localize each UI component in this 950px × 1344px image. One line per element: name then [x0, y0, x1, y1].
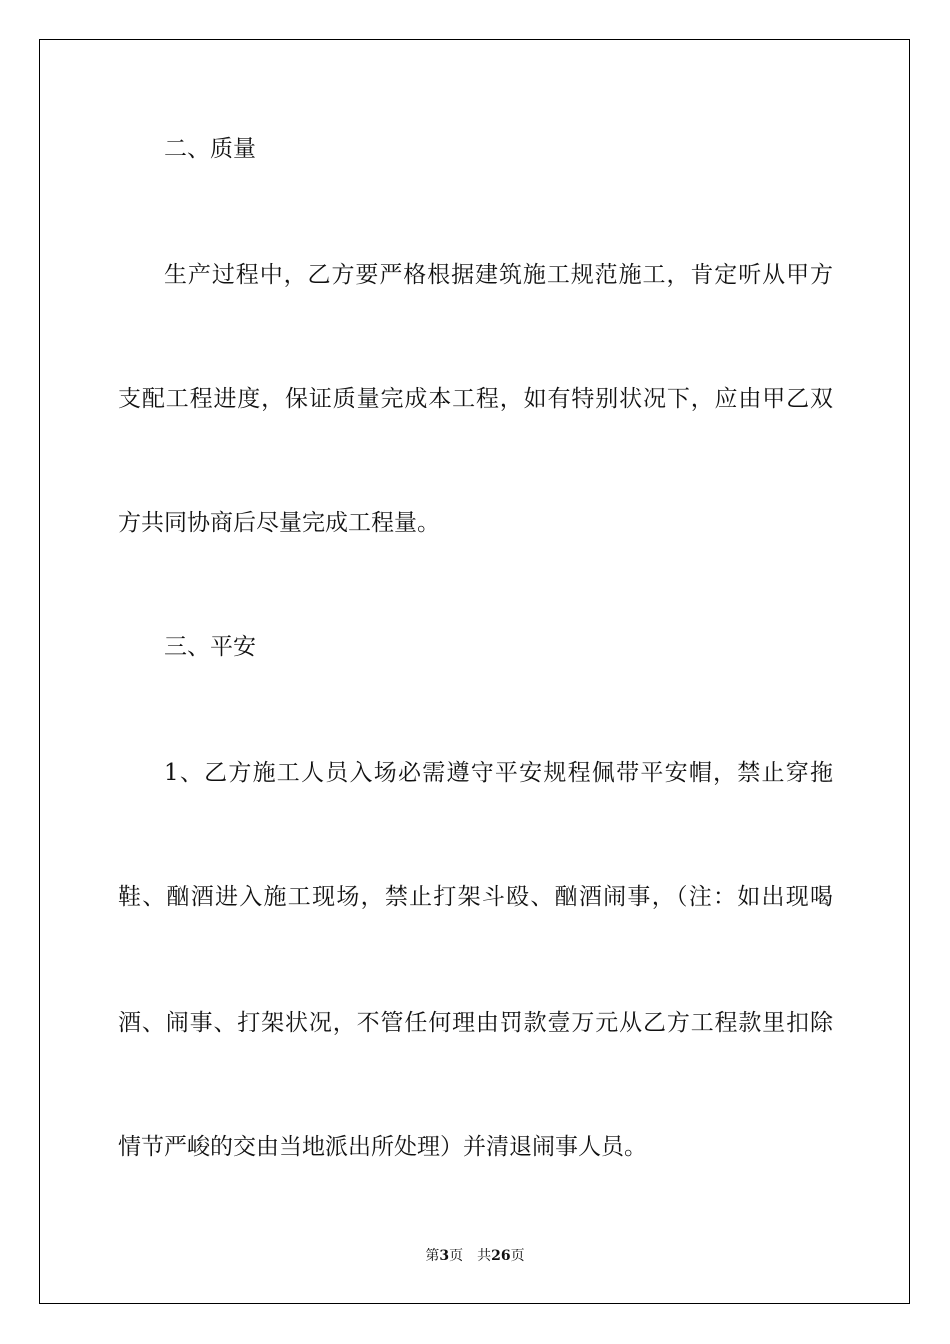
section-heading-safety: 三、平安: [164, 634, 256, 660]
footer-total-prefix: 共: [477, 1248, 492, 1264]
paragraph-line: 生产过程中，乙方要严格根据建筑施工规范施工，肯定听从甲方: [164, 262, 833, 288]
footer-page-number: 3: [439, 1248, 450, 1264]
paragraph-line: 方共同协商后尽量完成工程量。: [118, 510, 440, 536]
paragraph-line: 1、乙方施工人员入场必需遵守平安规程佩带平安帽，禁止穿拖: [164, 760, 833, 786]
paragraph-line: 酒、闹事、打架状况，不管任何理由罚款壹万元从乙方工程款里扣除: [118, 1010, 833, 1036]
page-footer: [0, 1247, 950, 1265]
page-border: [39, 39, 910, 1304]
paragraph-line: 鞋、酗酒进入施工现场，禁止打架斗殴、酗酒闹事，（注：如出现喝: [118, 884, 833, 910]
paragraph-line: 情节严峻的交由当地派出所处理）并清退闹事人员。: [118, 1134, 647, 1160]
paragraph-line: 支配工程进度，保证质量完成本工程，如有特别状况下，应由甲乙双: [118, 386, 833, 412]
footer-page-prefix: 第: [425, 1248, 440, 1264]
footer-total-suffix: 页: [510, 1248, 525, 1264]
footer-total-pages: 26: [491, 1248, 511, 1264]
footer-page-suffix: 页: [449, 1248, 464, 1264]
section-heading-quality: 二、质量: [164, 136, 256, 162]
